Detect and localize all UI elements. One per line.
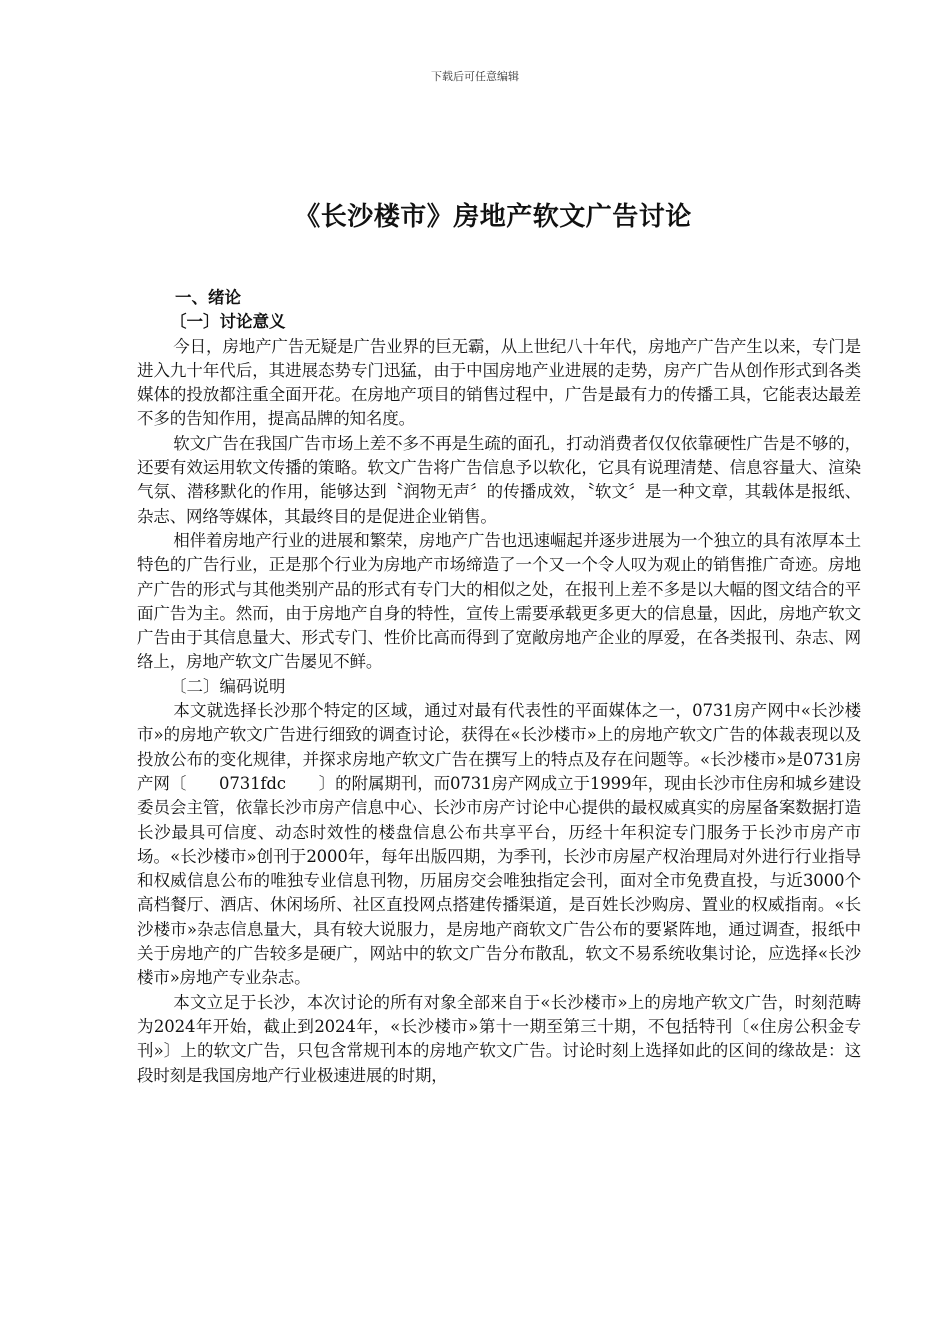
section-heading-introduction: 一、绪论: [175, 288, 241, 307]
page-header-note: 下载后可任意编辑: [431, 70, 519, 83]
paragraph: 相伴着房地产行业的进展和繁荣，房地产广告也迅速崛起并逐步进展为一个独立的具有浓厚本土特色的广告行业，正是那个行业为房地产市场缔造了一个又一个令人叹为观止的销售推广奇迹。房地产广告的形式与其他类别产品的形式有专门大的相似之处，在报刊上差不多是以大幅的图文结合的平面广告为主。然而，由于房地产自身的特性，宣传上需要承载更多更大的信息量，因此，房地产软文广告由于其信息量大、形式专门、性价比高而得到了宽敞房地产企业的厚爱，在各类报刊、杂志、网络上，房地产软文广告屡见不鲜。: [137, 530, 861, 672]
paragraph: 今日，房地产广告无疑是广告业界的巨无霸，从上世纪八十年代，房地产广告产生以来，专门是进入九十年代后，其进展态势专门迅猛，由于中国房地产业进展的走势，房产广告从创作形式到各类媒体的投放都注重全面开花。在房地产项目的销售过程中，广告是最有力的传播工具，它能表达最差不多的告知作用，提高品牌的知名度。: [137, 336, 861, 429]
subsection-heading-research-significance: 〔一〕讨论意义: [170, 312, 286, 332]
paragraph: 本文立足于长沙，本次讨论的所有对象全部来自于«长沙楼市»上的房地产软文广告，时刻范畴为2024年开始，截止到2024年，«长沙楼市»第十一期至第三十期，不包括特刊〔«住房公积金专刊»〕上的软文广告，只包含常规刊本的房地产软文广告。讨论时刻上选择如此的区间的缘故是：这段时刻是我国房地产行业极速进展的时期，: [137, 992, 861, 1085]
subsection-heading-coding-notes: 〔二〕编码说明: [170, 676, 286, 696]
paragraph: 软文广告在我国广告市场上差不多不再是生疏的面孔，打动消费者仅仅依靠硬性广告是不够的，还要有效运用软文传播的策略。软文广告将广告信息予以软化，它具有说理清楚、信息容量大、渲染气氛、潜移默化的作用，能够达到〝润物无声〞的传播成效，〝软文〞是一种文章，其载体是报纸、杂志、网络等媒体，其最终目的是促进企业销售。: [137, 433, 861, 526]
document-title: 《长沙楼市》房地产软文广告讨论: [294, 202, 692, 232]
document-body: [137, 286, 861, 1088]
paragraph: 本文就选择长沙那个特定的区域，通过对最有代表性的平面媒体之一，0731房产网中«长沙楼市»的房地产软文广告进行细致的调查讨论，获得在«长沙楼市»上的房地产软文广告的体裁表现以及投放公布的变化规律，并探求房地产软文广告在撰写上的特点及存在问题等。«长沙楼市»是0731房产网〔 0731fdc 〕的附属期刊，而0731房产网成立于1999年，现由长沙市住房和城乡建设委员会主管，依靠长沙市房产信息中心、长沙市房产讨论中心提供的最权威真实的房屋备案数据打造长沙最具可信度、动态时效性的楼盘信息公布共享平台，历经十年积淀专门服务于长沙市房产市场。«长沙楼市»创刊于2000年，每年出版四期，为季刊，长沙市房屋产权治理局对外进行行业指导和权威信息公布的唯独专业信息刊物，历届房交会唯独指定会刊，面对全市免费直投，与近3000个高档餐厅、酒店、休闲场所、社区直投网点搭建传播渠道，是百姓长沙购房、置业的权威指南。«长沙楼市»杂志信息量大，具有较大说服力，是房地产商软文广告公布的要紧阵地，通过调查，报纸中关于房地产的广告较多是硬广，网站中的软文广告分布散乱，软文不易系统收集讨论，应选择«长沙楼市»房地产专业杂志。: [137, 701, 861, 988]
